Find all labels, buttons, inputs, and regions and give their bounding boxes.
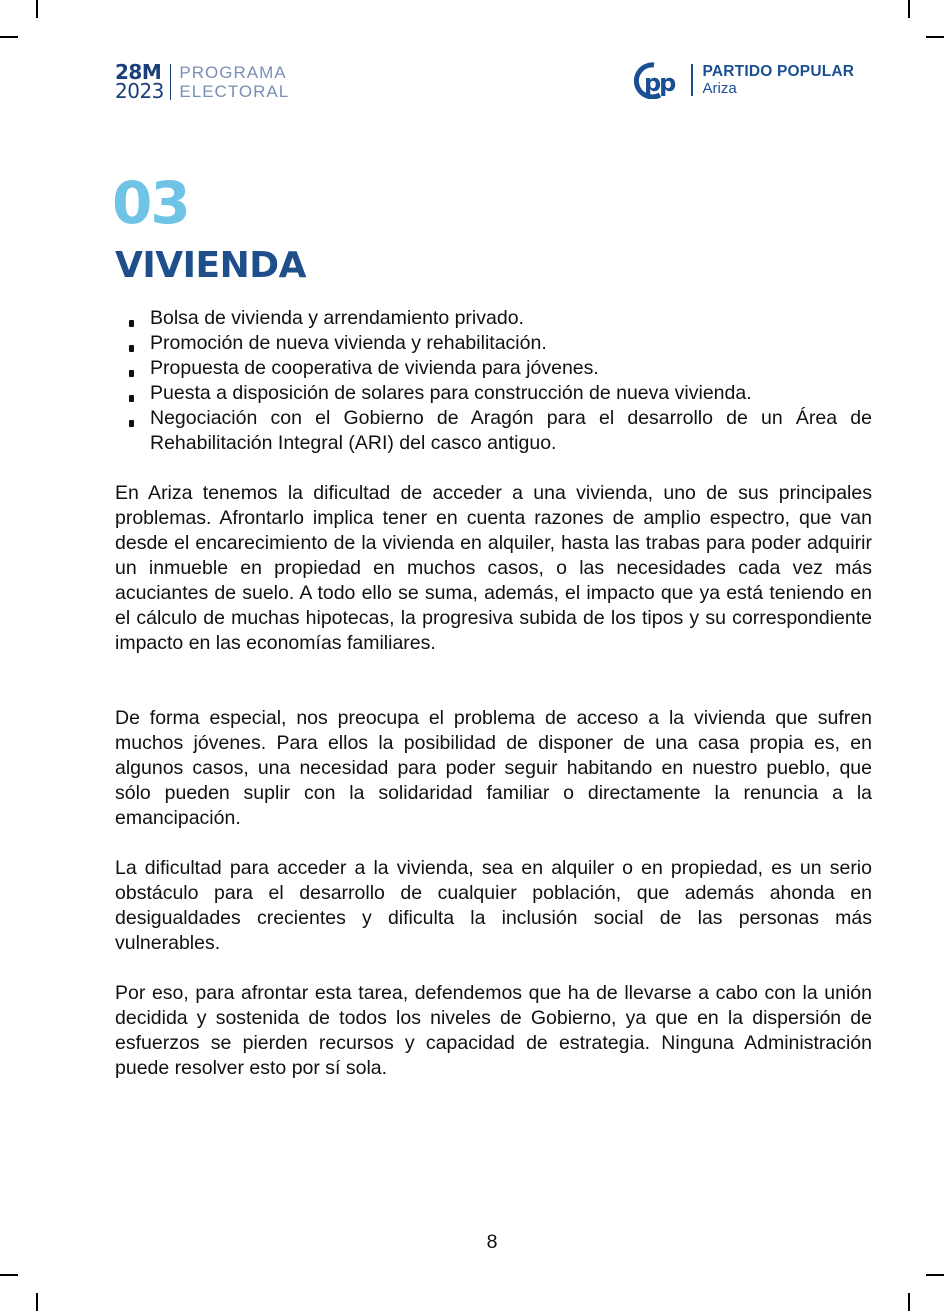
section-number: 03 — [112, 169, 189, 237]
svg-text:pp: pp — [644, 69, 675, 97]
crop-mark — [926, 36, 944, 38]
crop-mark — [36, 1293, 38, 1311]
list-item: Promoción de nueva vivienda y rehabilitación. — [150, 331, 872, 356]
brand-year: 2023 — [115, 79, 164, 103]
crop-mark — [908, 0, 910, 18]
pp-logo-icon — [634, 61, 682, 99]
program-brand — [115, 62, 289, 102]
crop-mark — [36, 0, 38, 18]
page-number: 8 — [486, 1231, 498, 1253]
program-line-1: PROGRAMA — [179, 63, 287, 82]
body-paragraph: De forma especial, nos preocupa el problema de acceso a la vivienda que sufren muchos jóvenes. Para ellos la posibilidad de disponer de una casa propia es, en algunos casos, una necesidad para poder seguir habitando en nuestro pueblo, que sólo pueden suplir con la solidaridad familiar o directamente la renuncia a la emancipación. — [115, 707, 872, 829]
crop-mark — [0, 36, 18, 38]
brand-divider — [170, 64, 172, 100]
list-item: Propuesta de cooperativa de vivienda para jóvenes. — [150, 356, 872, 381]
program-line-2: ELECTORAL — [179, 82, 290, 101]
brand-date — [115, 60, 164, 103]
crop-mark — [0, 1274, 18, 1276]
party-brand — [634, 60, 854, 100]
list-item: Bolsa de vivienda y arrendamiento privado. — [150, 306, 872, 331]
list-item: Negociación con el Gobierno de Aragón para el desarrollo de un Área de Rehabilitación Integral (ARI) del casco antiguo. — [150, 407, 872, 454]
section-title: VIVIENDA — [115, 245, 306, 286]
proposal-list — [150, 306, 872, 456]
brand-day: 28M — [115, 60, 162, 84]
program-label — [179, 63, 289, 101]
body-paragraph: En Ariza tenemos la dificultad de acceder a una vivienda, uno de sus principales problemas. Afrontarlo implica tener en cuenta razones de amplio espectro, que van desde el encarecimiento de la vivienda en alquiler, hasta las trabas para poder adquirir un inmueble en propiedad en muchos casos, o las necesidades cada vez más acuciantes de suelo. A todo ello se suma, además, el impacto que ya está teniendo en el cálculo de muchas hipotecas, la progresiva subida de los tipos y su correspondiente impacto en las economías familiares. — [115, 482, 872, 654]
crop-mark — [908, 1293, 910, 1311]
body-paragraph: La dificultad para acceder a la vivienda, sea en alquiler o en propiedad, es un serio obstáculo para el desarrollo de cualquier población, que además ahonda en desigualdades crecientes y dificulta la inclusión social de las personas más vulnerables. — [115, 857, 872, 954]
body-paragraph: Por eso, para afrontar esta tarea, defendemos que ha de llevarse a cabo con la unión decidida y sostenida de todos los niveles de Gobierno, ya que en la dispersión de esfuerzos se pierden recursos y capacidad de estrategia. Ninguna Administración puede resolver esto por sí sola. — [115, 982, 872, 1079]
party-text — [703, 63, 855, 97]
party-town: Ariza — [702, 80, 737, 97]
crop-mark — [926, 1274, 944, 1276]
party-name: PARTIDO POPULAR — [702, 63, 855, 80]
list-item: Puesta a disposición de solares para construcción de nueva vivienda. — [150, 381, 872, 406]
party-divider — [691, 64, 693, 96]
